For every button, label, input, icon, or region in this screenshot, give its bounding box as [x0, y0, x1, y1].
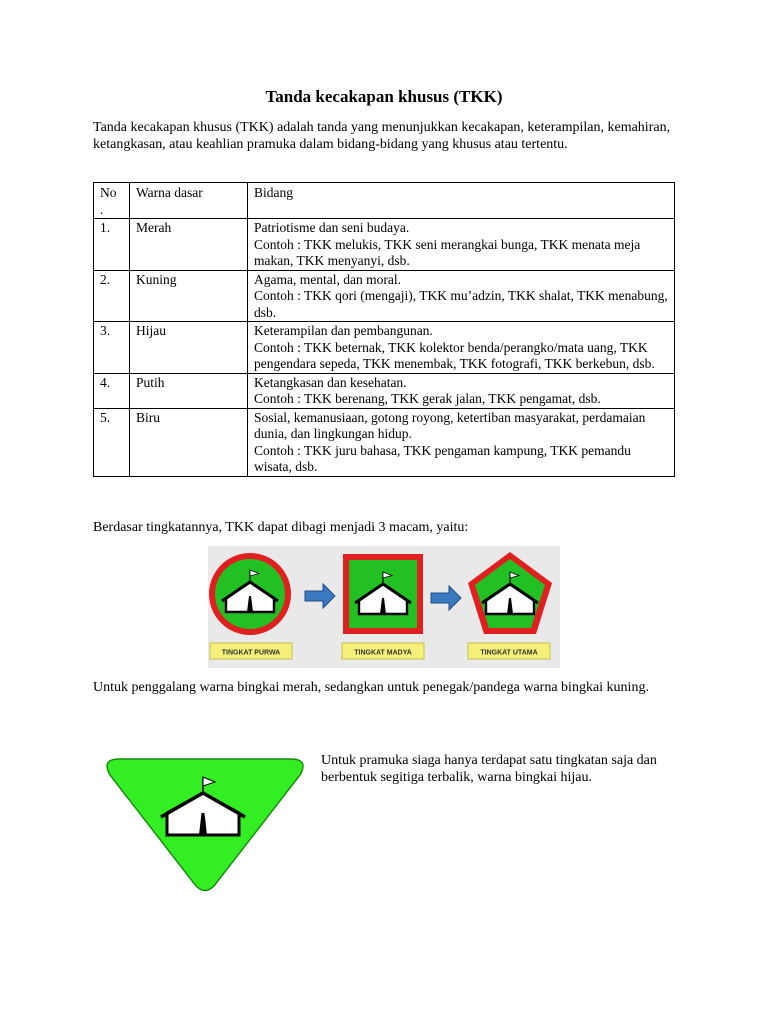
- table-row: [94, 408, 675, 476]
- page-title: Tanda kecakapan khusus (TKK): [265, 87, 503, 106]
- siaga-badge-figure: [95, 745, 315, 895]
- svg-text:TINGKAT UTAMA: TINGKAT UTAMA: [480, 649, 538, 657]
- header-warna-dasar: Warna dasar: [130, 183, 248, 219]
- row-no: 5.: [94, 408, 130, 476]
- badge-utama: [468, 552, 552, 634]
- table-row: [94, 270, 675, 322]
- tkk-table: [93, 182, 675, 477]
- levels-intro-paragraph: Berdasar tingkatannya, TKK dapat dibagi menjadi 3 macam, yaitu:: [93, 520, 469, 535]
- svg-text:TINGKAT PURWA: TINGKAT PURWA: [221, 649, 281, 657]
- intro-paragraph: Tanda kecakapan khusus (TKK) adalah tanda yang menunjukkan kecakapan, keterampilan, kemahiran, ketangkasan, atau keahlian pramuka dalam bidang-bidang yang khusus atau tertentu.: [93, 120, 671, 152]
- row-warna: Kuning: [130, 270, 248, 322]
- row-bidang: Agama, mental, dan moral. Contoh : TKK qori (mengaji), TKK mu’adzin, TKK shalat, TKK menabung, dsb.: [248, 270, 675, 322]
- row-no: 4.: [94, 373, 130, 408]
- row-bidang: Sosial, kemanusiaan, gotong royong, ketertiban masyarakat, perdamaian dunia, dan lingkungan hidup. Contoh : TKK juru bahasa, TKK pengaman kampung, TKK pemandu wisata, dsb.: [248, 408, 675, 476]
- header-bidang: Bidang: [248, 183, 675, 219]
- row-no: 3.: [94, 322, 130, 374]
- row-bidang: Patriotisme dan seni budaya. Contoh : TKK melukis, TKK seni merangkai bunga, TKK menata meja makan, TKK menyanyi, dsb.: [248, 219, 675, 271]
- table-row: [94, 322, 675, 374]
- label-purwa: [210, 643, 292, 659]
- label-madya: [342, 643, 424, 659]
- table-row: [94, 373, 675, 408]
- tkk-levels-figure: [208, 546, 560, 668]
- row-bidang: Keterampilan dan pembangunan. Contoh : TKK beternak, TKK kolektor benda/perangko/mata uang, TKK pengendara sepeda, TKK menembak, TKK fotografi, TKK berkebun, dsb.: [248, 322, 675, 374]
- header-no: No .: [94, 183, 130, 219]
- arrow-right-icon: [431, 586, 461, 610]
- table-row: [94, 219, 675, 271]
- label-utama: [468, 643, 550, 659]
- badge-purwa: [209, 553, 291, 635]
- border-color-note: Untuk penggalang warna bingkai merah, sedangkan untuk penegak/pandega warna bingkai kuning.: [93, 680, 649, 695]
- row-warna: Merah: [130, 219, 248, 271]
- row-warna: Biru: [130, 408, 248, 476]
- row-warna: Putih: [130, 373, 248, 408]
- arrow-right-icon: [305, 584, 335, 608]
- row-warna: Hijau: [130, 322, 248, 374]
- row-no: 1.: [94, 219, 130, 271]
- badge-madya: [343, 554, 423, 634]
- row-bidang: Ketangkasan dan kesehatan. Contoh : TKK berenang, TKK gerak jalan, TKK pengamat, dsb.: [248, 373, 675, 408]
- table-header-row: [94, 183, 675, 219]
- siaga-note: Untuk pramuka siaga hanya terdapat satu tingkatan saja dan berbentuk segitiga terbalik, warna bingkai hijau.: [321, 753, 657, 785]
- svg-text:TINGKAT MADYA: TINGKAT MADYA: [354, 649, 412, 657]
- row-no: 2.: [94, 270, 130, 322]
